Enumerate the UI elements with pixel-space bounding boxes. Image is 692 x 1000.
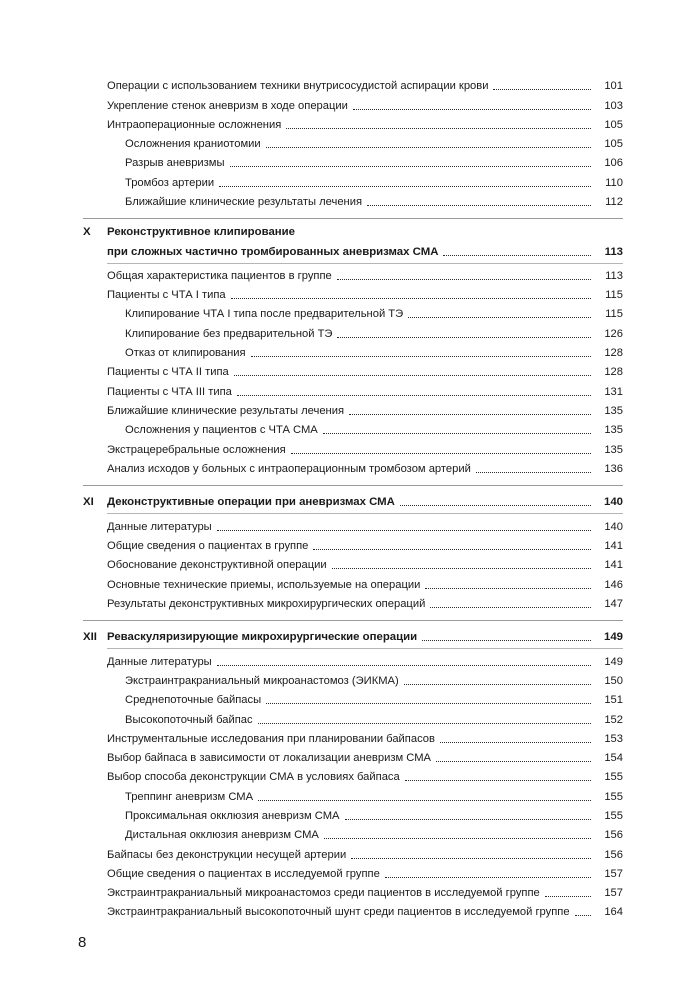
toc-entry-page: 140 <box>604 520 623 533</box>
toc-entry <box>83 514 623 533</box>
toc-entry <box>83 881 623 900</box>
toc-entry <box>83 727 623 746</box>
chapter-number: X <box>83 226 91 239</box>
toc-entry-title: Интраоперационные осложнения <box>107 118 282 131</box>
toc-section-continuation <box>83 74 623 209</box>
toc-entry <box>83 132 623 151</box>
leader-dots <box>400 505 591 506</box>
leader-dots <box>266 703 591 704</box>
leader-dots <box>430 607 591 608</box>
leader-dots <box>575 915 591 916</box>
toc-entry-title: Осложнения краниотомии <box>125 138 261 151</box>
toc-entry-page: 101 <box>604 80 623 93</box>
toc-entry-title: Отказ от клипирования <box>125 347 246 360</box>
toc-entry-page: 149 <box>604 655 623 668</box>
leader-dots <box>219 186 591 187</box>
toc-entry-title: Треппинг аневризм СМА <box>125 790 254 803</box>
toc-entry-title: Выбор байпаса в зависимости от локализации аневризм СМА <box>107 752 432 765</box>
toc-entry-title: Инструментальные исследования при планировании байпасов <box>107 732 435 745</box>
chapter-x-heading <box>83 223 623 259</box>
chapter-title-line1: Реконструктивное клипирование <box>107 226 295 239</box>
toc-entry-page: 126 <box>604 327 623 340</box>
toc-entry <box>83 862 623 881</box>
toc-entry-title: Анализ исходов у больных с интраоперационным тромбозом артерий <box>107 462 471 475</box>
toc-entry-title: Общие сведения о пациентах в исследуемой группе <box>107 867 380 880</box>
toc-entry-title: Операции с использованием техники внутрисосудистой аспирации крови <box>107 80 489 93</box>
toc-entry <box>83 399 623 418</box>
leader-dots <box>332 568 591 569</box>
toc-entry-title: Общие сведения о пациентах в группе <box>107 539 309 552</box>
toc-entry-title: Высокопоточный байпас <box>125 713 253 726</box>
toc-entry-page: 155 <box>604 771 623 784</box>
chapter-page: 113 <box>604 245 623 258</box>
leader-dots <box>230 166 591 167</box>
toc-entry-page: 141 <box>604 559 623 572</box>
leader-dots <box>337 337 591 338</box>
chapter-title-line2: при сложных частично тромбированных аневризмах СМА <box>107 245 439 258</box>
toc-entry <box>83 341 623 360</box>
toc-entry-page: 141 <box>604 539 623 552</box>
toc-entry-title: Клипирование без предварительной ТЭ <box>125 327 333 340</box>
leader-dots <box>324 838 591 839</box>
leader-dots <box>217 530 591 531</box>
leader-dots <box>493 89 591 90</box>
leader-dots <box>476 472 591 473</box>
toc-entry <box>83 321 623 340</box>
chapter-page: 140 <box>603 496 623 509</box>
toc-entry-title: Ближайшие клинические результаты лечения <box>125 196 363 209</box>
leader-dots <box>337 279 591 280</box>
toc-entry <box>83 707 623 726</box>
leader-dots <box>258 723 591 724</box>
toc-entry <box>83 190 623 209</box>
toc-entry-page: 155 <box>604 810 623 822</box>
toc-entry-page: 135 <box>604 443 623 456</box>
toc-entry-page: 155 <box>604 790 623 803</box>
leader-dots <box>266 147 591 148</box>
chapter-divider <box>83 620 623 621</box>
leader-dots <box>440 742 591 743</box>
leader-dots <box>237 395 591 396</box>
toc-entry-page: 135 <box>604 424 623 437</box>
leader-dots <box>286 128 591 129</box>
toc-entry <box>83 746 623 765</box>
toc-entry-page: 156 <box>604 829 623 842</box>
toc-entry-title: Ближайшие клинические результаты лечения <box>107 404 345 417</box>
chapter-xii-entries <box>83 649 623 919</box>
toc-entry-page: 110 <box>605 176 623 189</box>
leader-dots <box>291 453 591 454</box>
toc-entry <box>83 379 623 398</box>
toc-entry-page: 115 <box>605 308 623 321</box>
leader-dots <box>425 588 591 589</box>
leader-dots <box>258 800 591 801</box>
leader-dots <box>408 317 591 318</box>
toc-entry <box>83 302 623 321</box>
leader-dots <box>367 205 591 206</box>
toc-entry-page: 105 <box>604 118 623 131</box>
toc-entry <box>83 572 623 591</box>
toc-entry <box>83 649 623 668</box>
toc-entry <box>83 688 623 707</box>
leader-dots <box>217 665 591 666</box>
page-number: 8 <box>78 934 87 951</box>
toc-entry <box>83 283 623 302</box>
toc-entry-page: 152 <box>604 713 623 726</box>
toc-entry-page: 157 <box>604 867 623 880</box>
toc-entry-title: Пациенты с ЧТА III типа <box>107 385 232 398</box>
leader-dots <box>351 858 591 859</box>
toc-entry-title: Экстраинтракраниальный микроанастомоз (ЭИКМА) <box>125 674 399 687</box>
leader-dots <box>313 549 591 550</box>
toc-entry <box>83 804 623 823</box>
chapter-xi-heading <box>83 490 623 510</box>
toc-entry <box>83 553 623 572</box>
toc-entry-title: Клипирование ЧТА I типа после предварительной ТЭ <box>125 308 404 321</box>
toc-entry <box>83 457 623 476</box>
toc-entry <box>83 823 623 842</box>
toc-entry-title: Результаты деконструктивных микрохирургических операций <box>107 597 426 610</box>
toc-entry <box>83 151 623 170</box>
leader-dots <box>234 375 591 376</box>
chapter-divider <box>83 218 623 219</box>
toc-entry-page: 136 <box>604 462 623 475</box>
toc-entry-page: 157 <box>604 887 623 900</box>
toc-entry <box>83 418 623 437</box>
chapter-page: 149 <box>603 631 623 644</box>
toc-entry <box>83 842 623 861</box>
toc-entry <box>83 534 623 553</box>
chapter-number: XI <box>83 496 94 509</box>
toc-entry-page: 103 <box>604 99 623 112</box>
leader-dots <box>323 433 591 434</box>
toc-entry-title: Укрепление стенок аневризм в ходе операции <box>107 99 348 112</box>
toc-entry-title: Обоснование деконструктивной операции <box>107 559 327 572</box>
leader-dots <box>422 640 591 641</box>
toc-entry <box>83 765 623 784</box>
toc-entry-title: Экстраинтракраниальный микроанастомоз среди пациентов в исследуемой группе <box>107 887 540 900</box>
toc-entry <box>83 360 623 379</box>
chapter-title: Реваскуляризирующие микрохирургические операции <box>107 631 418 644</box>
leader-dots <box>345 819 592 820</box>
toc-entry-page: 154 <box>604 752 623 765</box>
toc-entry-title: Экстраинтракраниальный высокопоточный шунт среди пациентов в исследуемой группе <box>107 906 570 919</box>
toc-entry-page: 106 <box>604 157 623 170</box>
toc-entry-page: 146 <box>604 578 623 591</box>
toc-entry <box>83 784 623 803</box>
toc-entry-page: 105 <box>604 138 623 151</box>
leader-dots <box>405 780 591 781</box>
toc-entry-page: 153 <box>604 732 623 745</box>
toc-entry-title: Выбор способа деконструкции СМА в условиях байпаса <box>107 771 400 784</box>
leader-dots <box>353 109 591 110</box>
toc-entry-page: 164 <box>604 906 623 919</box>
toc-entry-page: 147 <box>604 597 623 610</box>
leader-dots <box>385 877 591 878</box>
toc-entry-page: 135 <box>604 404 623 417</box>
toc-entry-title: Осложнения у пациентов с ЧТА СМА <box>125 424 318 437</box>
chapter-title: Деконструктивные операции при аневризмах СМА <box>107 496 395 509</box>
toc-entry-page: 150 <box>604 674 623 687</box>
toc-entry-title: Байпасы без деконструкции несущей артерии <box>107 848 347 861</box>
toc-entry-page: 115 <box>605 289 623 302</box>
leader-dots <box>231 298 591 299</box>
chapter-divider <box>83 485 623 486</box>
toc-entry-title: Проксимальная окклюзия аневризм СМА <box>125 810 340 822</box>
leader-dots <box>404 684 591 685</box>
toc-entry-title: Экстрацеребральные осложнения <box>107 443 286 456</box>
table-of-contents <box>83 74 623 919</box>
leader-dots <box>251 356 591 357</box>
toc-entry-title: Основные технические приемы, используемые на операции <box>107 578 421 591</box>
toc-entry <box>83 113 623 132</box>
toc-entry-page: 156 <box>604 848 623 861</box>
toc-entry <box>83 74 623 93</box>
toc-entry <box>83 170 623 189</box>
toc-entry-title: Данные литературы <box>107 655 212 668</box>
toc-entry-page: 113 <box>605 269 623 282</box>
toc-entry-page: 151 <box>604 694 623 707</box>
toc-entry <box>83 900 623 919</box>
toc-entry-title: Дистальная окклюзия аневризм СМА <box>125 829 319 842</box>
toc-entry <box>83 264 623 283</box>
leader-dots <box>349 414 591 415</box>
chapter-x-entries <box>83 264 623 476</box>
toc-entry <box>83 669 623 688</box>
toc-entry <box>83 93 623 112</box>
toc-entry-page: 131 <box>604 385 623 398</box>
chapter-xi-entries <box>83 514 623 610</box>
toc-entry-title: Тромбоз артерии <box>125 176 215 189</box>
toc-entry-page: 128 <box>604 347 623 360</box>
toc-entry-page: 128 <box>604 366 623 379</box>
toc-entry-title: Пациенты с ЧТА I типа <box>107 289 226 302</box>
leader-dots <box>545 896 591 897</box>
toc-entry-title: Данные литературы <box>107 520 212 533</box>
chapter-xii-heading <box>83 625 623 645</box>
toc-entry <box>83 592 623 611</box>
toc-entry-page: 112 <box>605 196 623 209</box>
toc-entry-title: Разрыв аневризмы <box>125 157 225 170</box>
toc-entry-title: Пациенты с ЧТА II типа <box>107 366 229 379</box>
toc-entry-title: Среднепоточные байпасы <box>125 694 262 707</box>
toc-entry <box>83 437 623 456</box>
leader-dots <box>443 255 591 256</box>
toc-entry-title: Общая характеристика пациентов в группе <box>107 269 332 282</box>
leader-dots <box>436 761 591 762</box>
chapter-number: XII <box>83 631 97 644</box>
